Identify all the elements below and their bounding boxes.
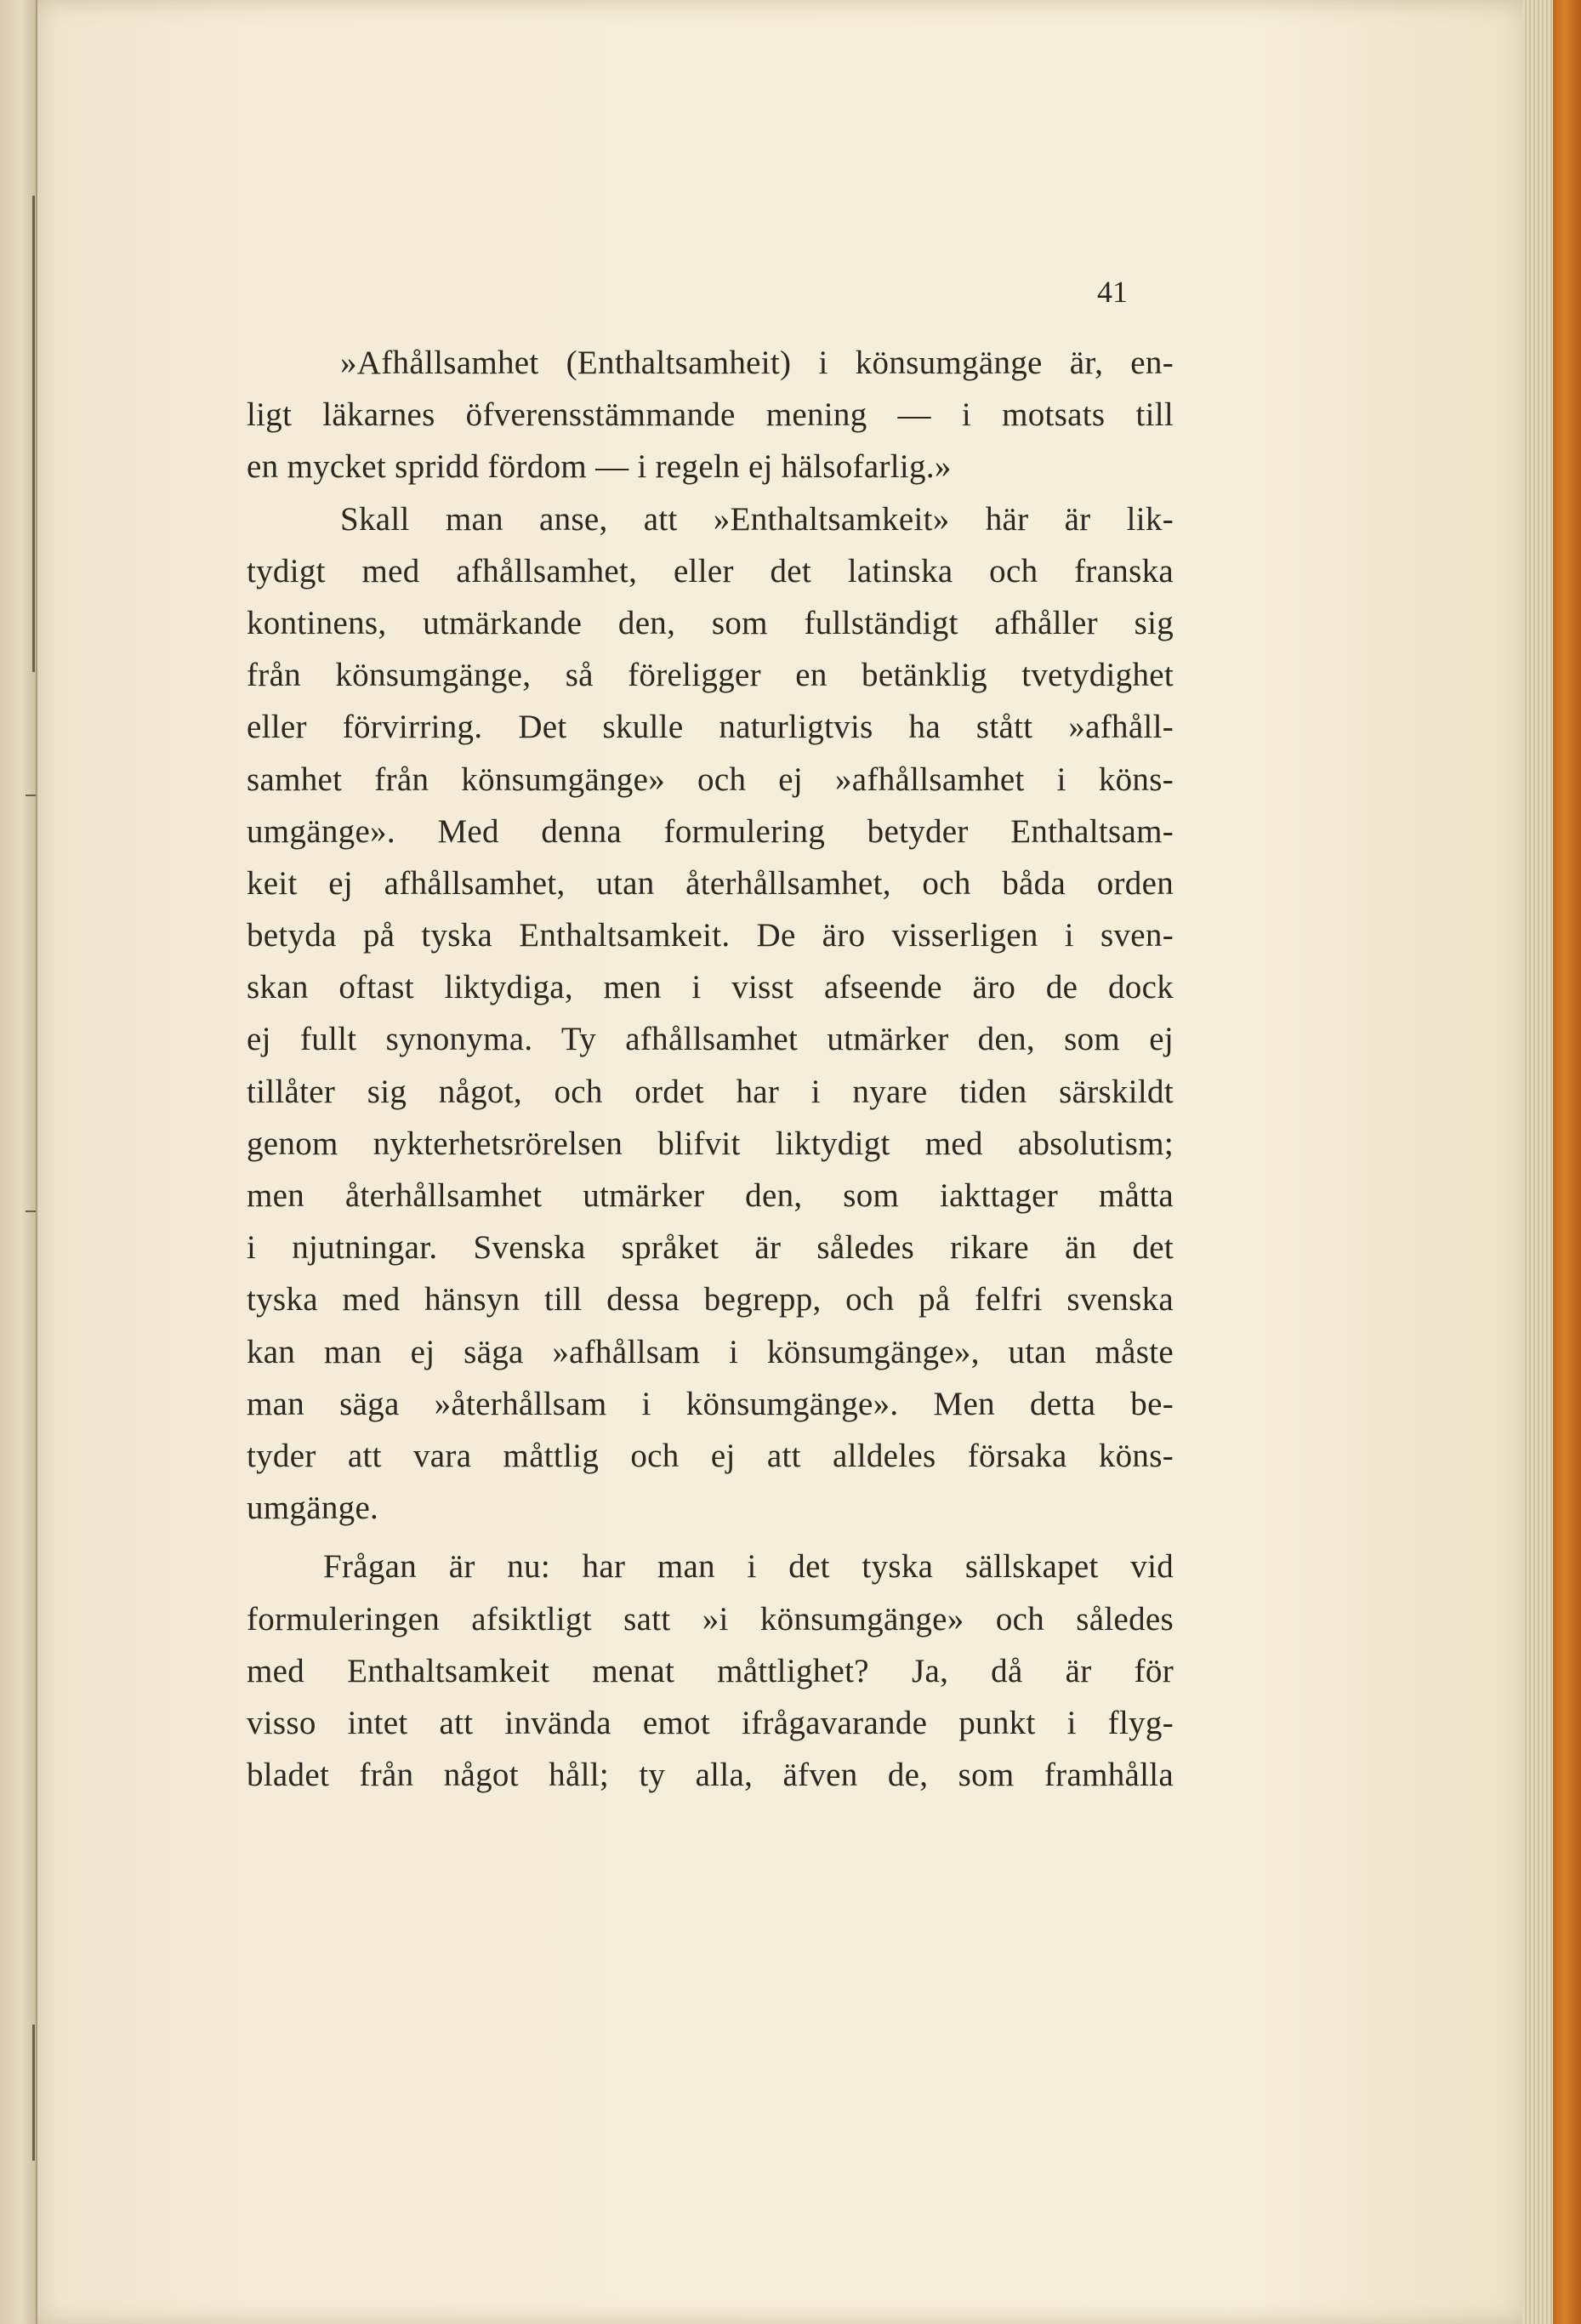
page-crease-mark — [32, 2025, 35, 2161]
facing-page-edge — [0, 0, 37, 2324]
text-line: en mycket spridd fördom — i regeln ej hälsofarlig.» — [247, 448, 952, 486]
text-line: Frågan är nu: har man i det tyska sällskapet vid — [323, 1548, 1174, 1586]
text-line: bladet från något håll; ty alla, äfven de, som framhålla — [247, 1757, 1174, 1794]
text-line: umgänge. — [247, 1490, 379, 1527]
text-line: tyder att vara måttlig och ej att alldeles försaka köns- — [247, 1437, 1174, 1474]
text-line: eller förvirring. Det skulle naturligtvis ha stått »afhåll- — [247, 709, 1174, 746]
fore-edge — [1522, 0, 1556, 2324]
text-line: tyska med hänsyn till dessa begrepp, och på felfri svenska — [247, 1281, 1174, 1319]
book-cover-edge — [1553, 0, 1581, 2324]
margin-tick — [26, 795, 36, 796]
text-line: formuleringen afsiktligt satt »i könsumgänge» och således — [247, 1600, 1174, 1638]
text-line: »Afhållsamhet (Enthaltsamheit) i könsumgänge är, en- — [340, 345, 1174, 381]
text-line: genom nykterhetsrörelsen blifvit liktydigt med absolutism; — [247, 1125, 1174, 1162]
page-crease-mark — [32, 196, 35, 672]
text-line: med Enthaltsamkeit menat måttlighet? Ja, då är för — [247, 1652, 1174, 1689]
text-line: kontinens, utmärkande den, som fullständigt afhåller sig — [247, 604, 1174, 641]
page-number: 41 — [1097, 275, 1128, 309]
text-line: från könsumgänge, så föreligger en betänklig tvetydighet — [247, 657, 1174, 694]
text-line: betyda på tyska Enthaltsamkeit. De äro visserligen i sven- — [247, 917, 1174, 954]
body-text — [247, 337, 1174, 1801]
text-line: Skall man anse, att »Enthaltsamkeit» här är lik- — [340, 500, 1174, 538]
text-line: i njutningar. Svenska språket är således rikare än det — [247, 1229, 1174, 1267]
text-line: man säga »återhållsam i könsumgänge». Men detta be- — [247, 1385, 1174, 1422]
text-line: tillåter sig något, och ordet har i nyare tiden särskildt — [247, 1073, 1174, 1110]
text-line: samhet från könsumgänge» och ej »afhållsamhet i köns- — [247, 760, 1174, 798]
text-line: visso intet att invända emot ifrågavarande punkt i flyg- — [247, 1704, 1174, 1741]
text-line: ej fullt synonyma. Ty afhållsamhet utmärker den, som ej — [247, 1021, 1174, 1058]
text-line: umgänge». Med denna formulering betyder Enthaltsam- — [247, 812, 1174, 850]
text-line: kan man ej säga »afhållsam i könsumgänge», utan måste — [247, 1333, 1174, 1370]
text-line: skan oftast liktydiga, men i visst afseende äro de dock — [247, 969, 1174, 1006]
text-line: men återhållsamhet utmärker den, som iakttager måtta — [247, 1177, 1174, 1214]
text-line: tydigt med afhållsamhet, eller det latinska och franska — [247, 552, 1174, 590]
text-line: ligt läkarnes öfverensstämmande mening — i motsats till — [247, 396, 1174, 434]
text-line: keit ej afhållsamhet, utan återhållsamhet, och båda orden — [247, 864, 1174, 902]
margin-tick — [26, 1210, 36, 1212]
